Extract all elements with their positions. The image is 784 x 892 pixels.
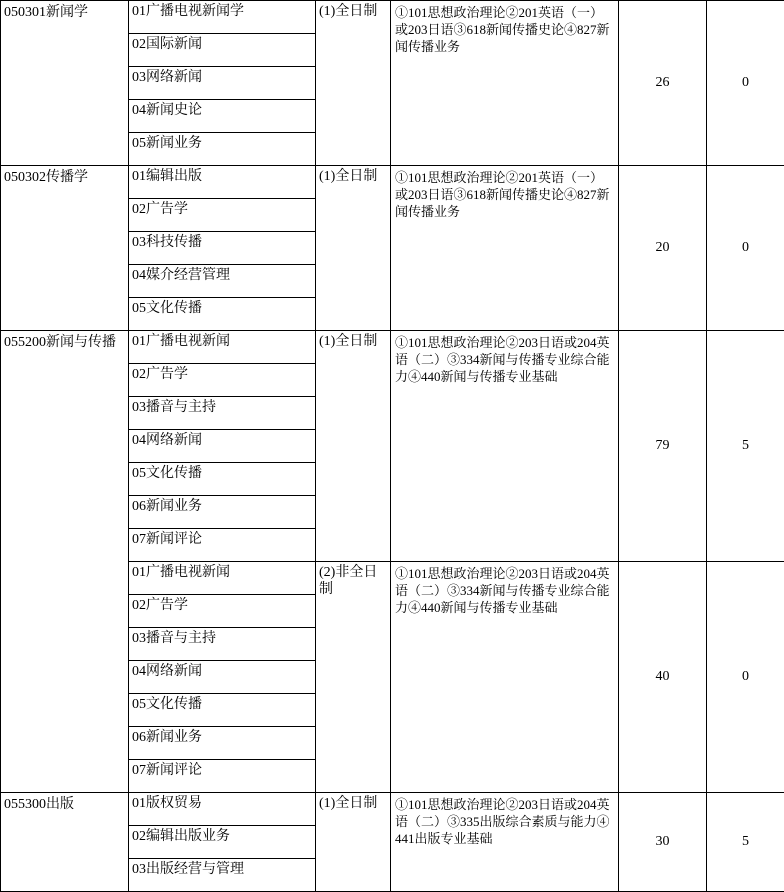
study-mode-cell: (1)全日制	[316, 166, 391, 331]
research-direction-cell: 04媒介经营管理	[129, 265, 316, 298]
research-direction-cell: 07新闻评论	[129, 529, 316, 562]
program-code-cell: 055300出版	[1, 793, 129, 892]
table-row	[1, 1, 784, 34]
count-cell-2: 0	[707, 562, 784, 793]
table-row	[1, 331, 784, 364]
exam-subjects-cell: ①101思想政治理论②203日语或204英语（二）③335出版综合素质与能力④441出版专业基础	[391, 793, 619, 892]
program-code-cell: 050301新闻学	[1, 1, 129, 166]
count-cell-1: 20	[619, 166, 707, 331]
research-direction-cell: 03出版经营与管理	[129, 859, 316, 892]
exam-subjects-cell: ①101思想政治理论②203日语或204英语（二）③334新闻与传播专业综合能力④440新闻与传播专业基础	[391, 331, 619, 562]
exam-subjects-cell: ①101思想政治理论②201英语（一）或203日语③618新闻传播史论④827新闻传播业务	[391, 1, 619, 166]
program-code-cell: 055200新闻与传播	[1, 331, 129, 793]
research-direction-cell: 07新闻评论	[129, 760, 316, 793]
count-cell-2: 5	[707, 331, 784, 562]
research-direction-cell: 01版权贸易	[129, 793, 316, 826]
table-row	[1, 793, 784, 826]
research-direction-cell: 05文化传播	[129, 463, 316, 496]
research-direction-cell: 03播音与主持	[129, 397, 316, 430]
research-direction-cell: 01广播电视新闻学	[129, 1, 316, 34]
research-direction-cell: 01编辑出版	[129, 166, 316, 199]
study-mode-cell: (1)全日制	[316, 793, 391, 892]
study-mode-cell: (2)非全日制	[316, 562, 391, 793]
research-direction-cell: 04网络新闻	[129, 430, 316, 463]
research-direction-cell: 01广播电视新闻	[129, 562, 316, 595]
count-cell-1: 30	[619, 793, 707, 892]
research-direction-cell: 02广告学	[129, 364, 316, 397]
study-mode-cell: (1)全日制	[316, 1, 391, 166]
table-row	[1, 166, 784, 199]
research-direction-cell: 05新闻业务	[129, 133, 316, 166]
research-direction-cell: 01广播电视新闻	[129, 331, 316, 364]
research-direction-cell: 02编辑出版业务	[129, 826, 316, 859]
count-cell-1: 26	[619, 1, 707, 166]
research-direction-cell: 03网络新闻	[129, 67, 316, 100]
research-direction-cell: 05文化传播	[129, 694, 316, 727]
research-direction-cell: 06新闻业务	[129, 496, 316, 529]
study-mode-cell: (1)全日制	[316, 331, 391, 562]
research-direction-cell: 04新闻史论	[129, 100, 316, 133]
count-cell-2: 0	[707, 166, 784, 331]
exam-subjects-cell: ①101思想政治理论②203日语或204英语（二）③334新闻与传播专业综合能力④440新闻与传播专业基础	[391, 562, 619, 793]
research-direction-cell: 03播音与主持	[129, 628, 316, 661]
research-direction-cell: 02国际新闻	[129, 34, 316, 67]
research-direction-cell: 05文化传播	[129, 298, 316, 331]
count-cell-1: 79	[619, 331, 707, 562]
program-code-cell: 050302传播学	[1, 166, 129, 331]
count-cell-1: 40	[619, 562, 707, 793]
research-direction-cell: 03科技传播	[129, 232, 316, 265]
count-cell-2: 5	[707, 793, 784, 892]
research-direction-cell: 04网络新闻	[129, 661, 316, 694]
admissions-table-body	[1, 1, 784, 892]
research-direction-cell: 06新闻业务	[129, 727, 316, 760]
research-direction-cell: 02广告学	[129, 595, 316, 628]
exam-subjects-cell: ①101思想政治理论②201英语（一）或203日语③618新闻传播史论④827新闻传播业务	[391, 166, 619, 331]
count-cell-2: 0	[707, 1, 784, 166]
research-direction-cell: 02广告学	[129, 199, 316, 232]
